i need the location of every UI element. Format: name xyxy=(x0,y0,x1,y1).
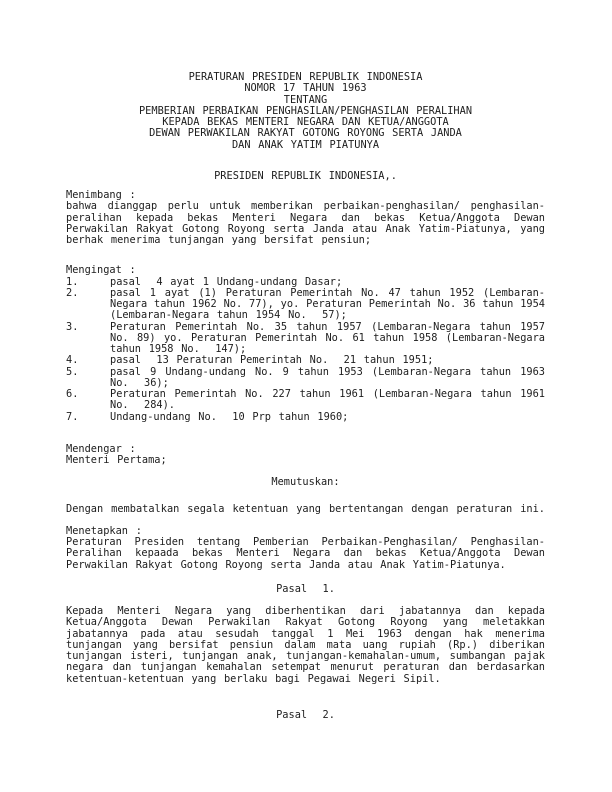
mengingat-item-6 xyxy=(66,389,545,412)
title-line-7: DAN ANAK YATIM PIATUNYA xyxy=(231,138,380,151)
list-item-number: 7. xyxy=(66,410,79,423)
title-line-2: NOMOR 17 TAHUN 1963 xyxy=(244,82,367,95)
mengingat-list xyxy=(66,277,545,423)
document-content xyxy=(66,72,545,721)
list-item-line: Peraturan Pemerintah No. 35 tahun 1957 (Lembaran-Negara tahun 1957 xyxy=(110,320,545,333)
title-line-5: KEPADA BEKAS MENTERI NEGARA DAN KETUA/ANGGOTA xyxy=(162,116,449,128)
menimbang-paragraph xyxy=(66,201,545,246)
mendengar-line: Menteri Pertama; xyxy=(66,454,167,466)
pasal-1-line: negara dan tunjangan kemahalan setempat menurut peraturan dan berdasarkan xyxy=(66,661,545,674)
list-item-line: No. 36); xyxy=(110,376,169,389)
list-item-number: 6. xyxy=(66,388,79,400)
pasal-2-heading: Pasal 2. xyxy=(276,708,335,721)
pasal-1-line: tunjangan yang bersifat pensiun dalam mata uang rupiah (Rp.) diberikan xyxy=(66,638,545,651)
pasal-1-paragraph xyxy=(66,606,545,685)
mengingat-item-3 xyxy=(66,322,545,356)
mengingat-item-7 xyxy=(66,412,545,423)
mengingat-label: Mengingat : xyxy=(66,264,136,277)
menetapkan-paragraph xyxy=(66,537,545,571)
list-item-number: 4. xyxy=(66,354,79,367)
list-item-line: pasal 4 ayat 1 Undang-undang Dasar; xyxy=(110,275,343,288)
list-item-line: pasal 13 Peraturan Pemerintah No. 21 tahun 1951; xyxy=(110,354,434,367)
pasal-1-heading: Pasal 1. xyxy=(276,582,335,595)
list-item-line: pasal 9 Undang-undang No. 9 tahun 1953 (Lembaran-Negara tahun 1963 xyxy=(110,365,545,378)
pasal-1-line: tunjangan isteri, tunjangan anak, tunjangan-kemahalan-umum, sumbangan pajak xyxy=(66,650,545,662)
mendengar-label: Mendengar : xyxy=(66,442,136,455)
title-block xyxy=(66,72,545,151)
title-line-3: TENTANG xyxy=(283,93,328,106)
list-item-line: Negara tahun 1962 No. 77), yo. Peraturan Pemerintah No. 36 tahun 1954 xyxy=(110,298,545,310)
menetapkan-line: Peraturan Presiden tentang Pemberian Perbaikan-Penghasilan/ Penghasilan- xyxy=(66,536,545,548)
mengingat-item-4 xyxy=(66,355,545,366)
title-line-4: PEMBERIAN PERBAIKAN PENGHASILAN/PENGHASILAN PERALIHAN xyxy=(138,104,473,117)
memutuskan-heading: Memutuskan: xyxy=(271,476,340,489)
title-line-1: PERATURAN PRESIDEN REPUBLIK INDONESIA xyxy=(188,71,423,83)
list-item-line: No. 284). xyxy=(110,399,175,412)
menimbang-line: berhak menerima tunjangan yang bersifat pensiun; xyxy=(66,234,372,246)
mengingat-item-2 xyxy=(66,288,545,322)
list-item-line: (Lembaran-Negara tahun 1954 No. 57); xyxy=(110,309,347,322)
title-line-6: DEWAN PERWAKILAN RAKYAT GOTONG ROYONG SERTA JANDA xyxy=(149,127,462,140)
revocation-line: Dengan membatalkan segala ketentuan yang bertentangan dengan peraturan ini. xyxy=(66,502,545,515)
menetapkan-line: Perwakilan Rakyat Gotong Royong serta Janda atau Anak Yatim-Piatunya. xyxy=(66,558,506,571)
pasal-1-line: Ketua/Anggota Dewan Perwakilan Rakyat Gotong Royong yang meletakkan xyxy=(66,616,545,629)
list-item-line: Undang-undang No. 10 Prp tahun 1960; xyxy=(110,410,349,423)
pasal-1-line: Kepada Menteri Negara yang diberhentikan dari jabatannya dan kepada xyxy=(66,605,545,617)
list-item-number: 5. xyxy=(66,365,79,378)
menimbang-label: Menimbang : xyxy=(66,189,136,201)
menimbang-line: bahwa dianggap perlu untuk memberikan perbaikan-penghasilan/ penghasilan- xyxy=(66,200,545,213)
pasal-1-line: ketentuan-ketentuan yang berlaku bagi Pegawai Negeri Sipil. xyxy=(66,672,441,685)
issuer-heading: PRESIDEN REPUBLIK INDONESIA,. xyxy=(214,169,397,182)
list-item-number: 1. xyxy=(66,275,79,288)
menetapkan-label: Menetapkan : xyxy=(66,524,142,537)
list-item-line: pasal 1 ayat (1) Peraturan Pemerintah No. 47 tahun 1952 (Lembaran- xyxy=(110,286,545,299)
mengingat-item-5 xyxy=(66,367,545,390)
menimbang-line: peralihan kepada bekas Menteri Negara dan bekas Ketua/Anggota Dewan xyxy=(66,211,545,224)
list-item-line: Peraturan Pemerintah No. 227 tahun 1961 (Lembaran-Negara tahun 1961 xyxy=(110,388,545,400)
list-item-line: tahun 1958 No. 147); xyxy=(110,343,247,355)
list-item-line: No. 89) yo. Peraturan Pemerintah No. 61 tahun 1958 (Lembaran-Negara xyxy=(110,331,545,344)
list-item-number: 2. xyxy=(66,286,79,299)
list-item-number: 3. xyxy=(66,320,79,333)
pasal-1-line: jabatannya pada atau sesudah tanggal 1 Mei 1963 dengan hak menerima xyxy=(66,627,545,640)
mendengar-block xyxy=(66,444,545,467)
menetapkan-line: Peralihan kepaada bekas Menteri Negara dan bekas Ketua/Anggota Dewan xyxy=(66,547,545,560)
menimbang-line: Perwakilan Rakyat Gotong Royong serta Janda atau Anak Yatim-Piatunya, yang xyxy=(66,222,545,235)
